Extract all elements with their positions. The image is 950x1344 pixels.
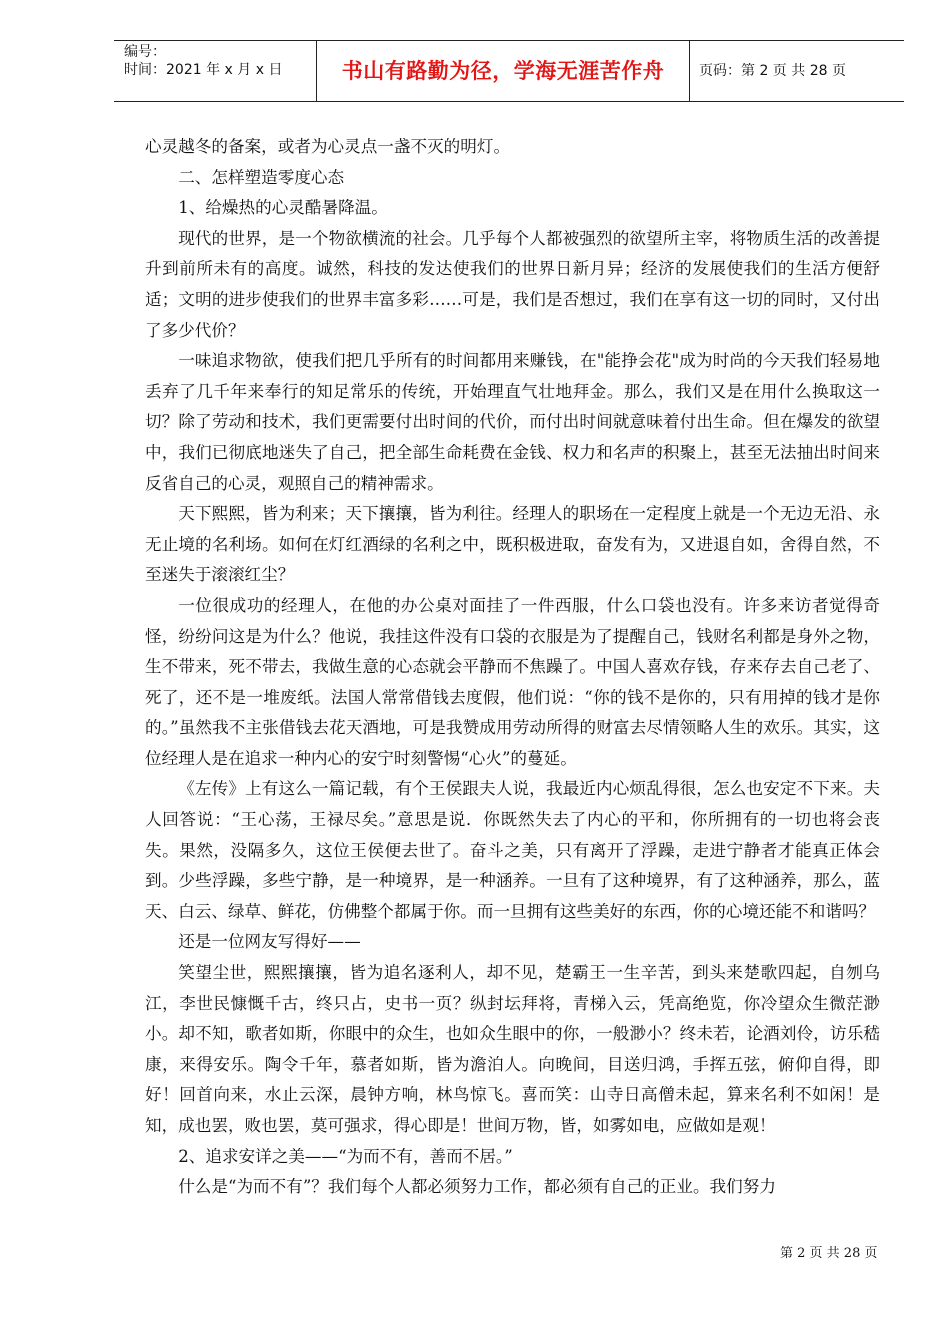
body-paragraph: 天下熙熙，皆为利来；天下攘攘，皆为利往。经理人的职场在一定程度上就是一个无边无沿、永无止境的名利场。如何在灯红酒绿的名利之中，既积极进取，奋发有为，又进退自如，舍得自然，不至迷失于滚滚红尘？ [145, 504, 880, 585]
body-paragraph: 还是一位网友写得好—— [178, 932, 361, 952]
number-label: 编号： [124, 44, 166, 60]
document-body [145, 132, 880, 1203]
body-paragraph: 什么是“为而不有”？我们每个人都必须努力工作，都必须有自己的正业。我们努力 [178, 1177, 776, 1197]
body-paragraph: 笑望尘世，熙熙攘攘，皆为追名逐利人，却不见，楚霸王一生辛苦，到头来楚歌四起，自刎乌江，李世民慷慨千古，终只占，史书一页？纵封坛拜将，青梯入云，凭高绝览，你冷望众生微茫渺小。却不知，歌者如斯，你眼中的众生，也如众生眼中的你，一般渺小？终未若，论酒刘伶，访乐嵇康，来得安乐。陶令千年，慕者如斯，皆为澹泊人。向晚间，目送归鸿，手挥五弦，俯仰自得，即好！回首向来，水止云深，晨钟方响，林鸟惊飞。喜而笑：山寺日高僧未起，算来名利不如闲！是知，成也罢，败也罢，莫可强求，得心即是！世间万物，皆，如雾如电，应做如是观！ [145, 963, 880, 1135]
body-paragraph: 一味追求物欲，使我们把几乎所有的时间都用来赚钱，在"能挣会花"成为时尚的今天我们轻易地丢弃了几千年来奉行的知足常乐的传统，开始理直气壮地拜金。那么，我们又是在用什么换取这一切？除了劳动和技术，我们更需要付出时间的代价，而付出时间就意味着付出生命。但在爆发的欲望中，我们已彻底地迷失了自己，把全部生命耗费在金钱、权力和名声的积聚上，甚至无法抽出时间来反省自己的心灵，观照自己的精神需求。 [145, 351, 880, 493]
page-code: 页码：第 2 页 共 28 页 [699, 63, 846, 79]
motto-text: 书山有路勤为径，学海无涯苦作舟 [341, 59, 665, 83]
header-page-cell [689, 41, 904, 101]
body-paragraph: 二、怎样塑造零度心态 [178, 167, 345, 187]
time-label: 时间：2021 年 x 月 x 日 [124, 62, 283, 78]
header-motto-cell [316, 41, 690, 101]
body-paragraph: 《左传》上有这么一篇记载，有个王侯跟夫人说，我最近内心烦乱得很，怎么也安定不下来。夫人回答说：“王心荡，王禄尽矣。”意思是说．你既然失去了内心的平和，你所拥有的一切也将会丧失。果然，没隔多久，这位王侯便去世了。奋斗之美，只有离开了浮躁，走进宁静者才能真正体会到。少些浮躁，多些宁静，是一种境界，是一种涵养。一旦有了这种境界，有了这种涵养，那么，蓝天、白云、绿草、鲜花，仿佛整个都属于你。而一旦拥有这些美好的东西，你的心境还能不和谐吗？ [145, 779, 880, 921]
document-header [114, 40, 904, 102]
body-paragraph: 现代的世界，是一个物欲横流的社会。几乎每个人都被强烈的欲望所主宰，将物质生活的改善提升到前所未有的高度。诚然，科技的发达使我们的世界日新月异；经济的发展使我们的生活方便舒适；文明的进步使我们的世界丰富多彩……可是，我们是否想过，我们在享有这一切的同时，又付出了多少代价？ [145, 228, 880, 340]
body-paragraph: 2、追求安详之美——“为而不有，善而不居。” [178, 1146, 513, 1166]
page-footer: 第 2 页 共 28 页 [780, 1246, 878, 1261]
body-paragraph: 一位很成功的经理人，在他的办公桌对面挂了一件西服，什么口袋也没有。许多来访者觉得奇怪，纷纷问这是为什么？他说，我挂这件没有口袋的衣服是为了提醒自己，钱财名利都是身外之物，生不带来，死不带去，我做生意的心态就会平静而不焦躁了。中国人喜欢存钱，存来存去自己老了、死了，还不是一堆废纸。法国人常常借钱去度假，他们说：“你的钱不是你的，只有用掉的钱才是你的。”虽然我不主张借钱去花天酒地，可是我赞成用劳动所得的财富去尽情领略人生的欢乐。其实，这位经理人是在追求一种内心的安宁时刻警惕“心火”的蔓延。 [145, 595, 880, 768]
body-paragraph: 1、给燥热的心灵酷暑降温。 [178, 198, 388, 218]
header-meta-cell [114, 41, 316, 101]
body-paragraph: 心灵越冬的备案，或者为心灵点一盏不灭的明灯。 [145, 137, 511, 156]
